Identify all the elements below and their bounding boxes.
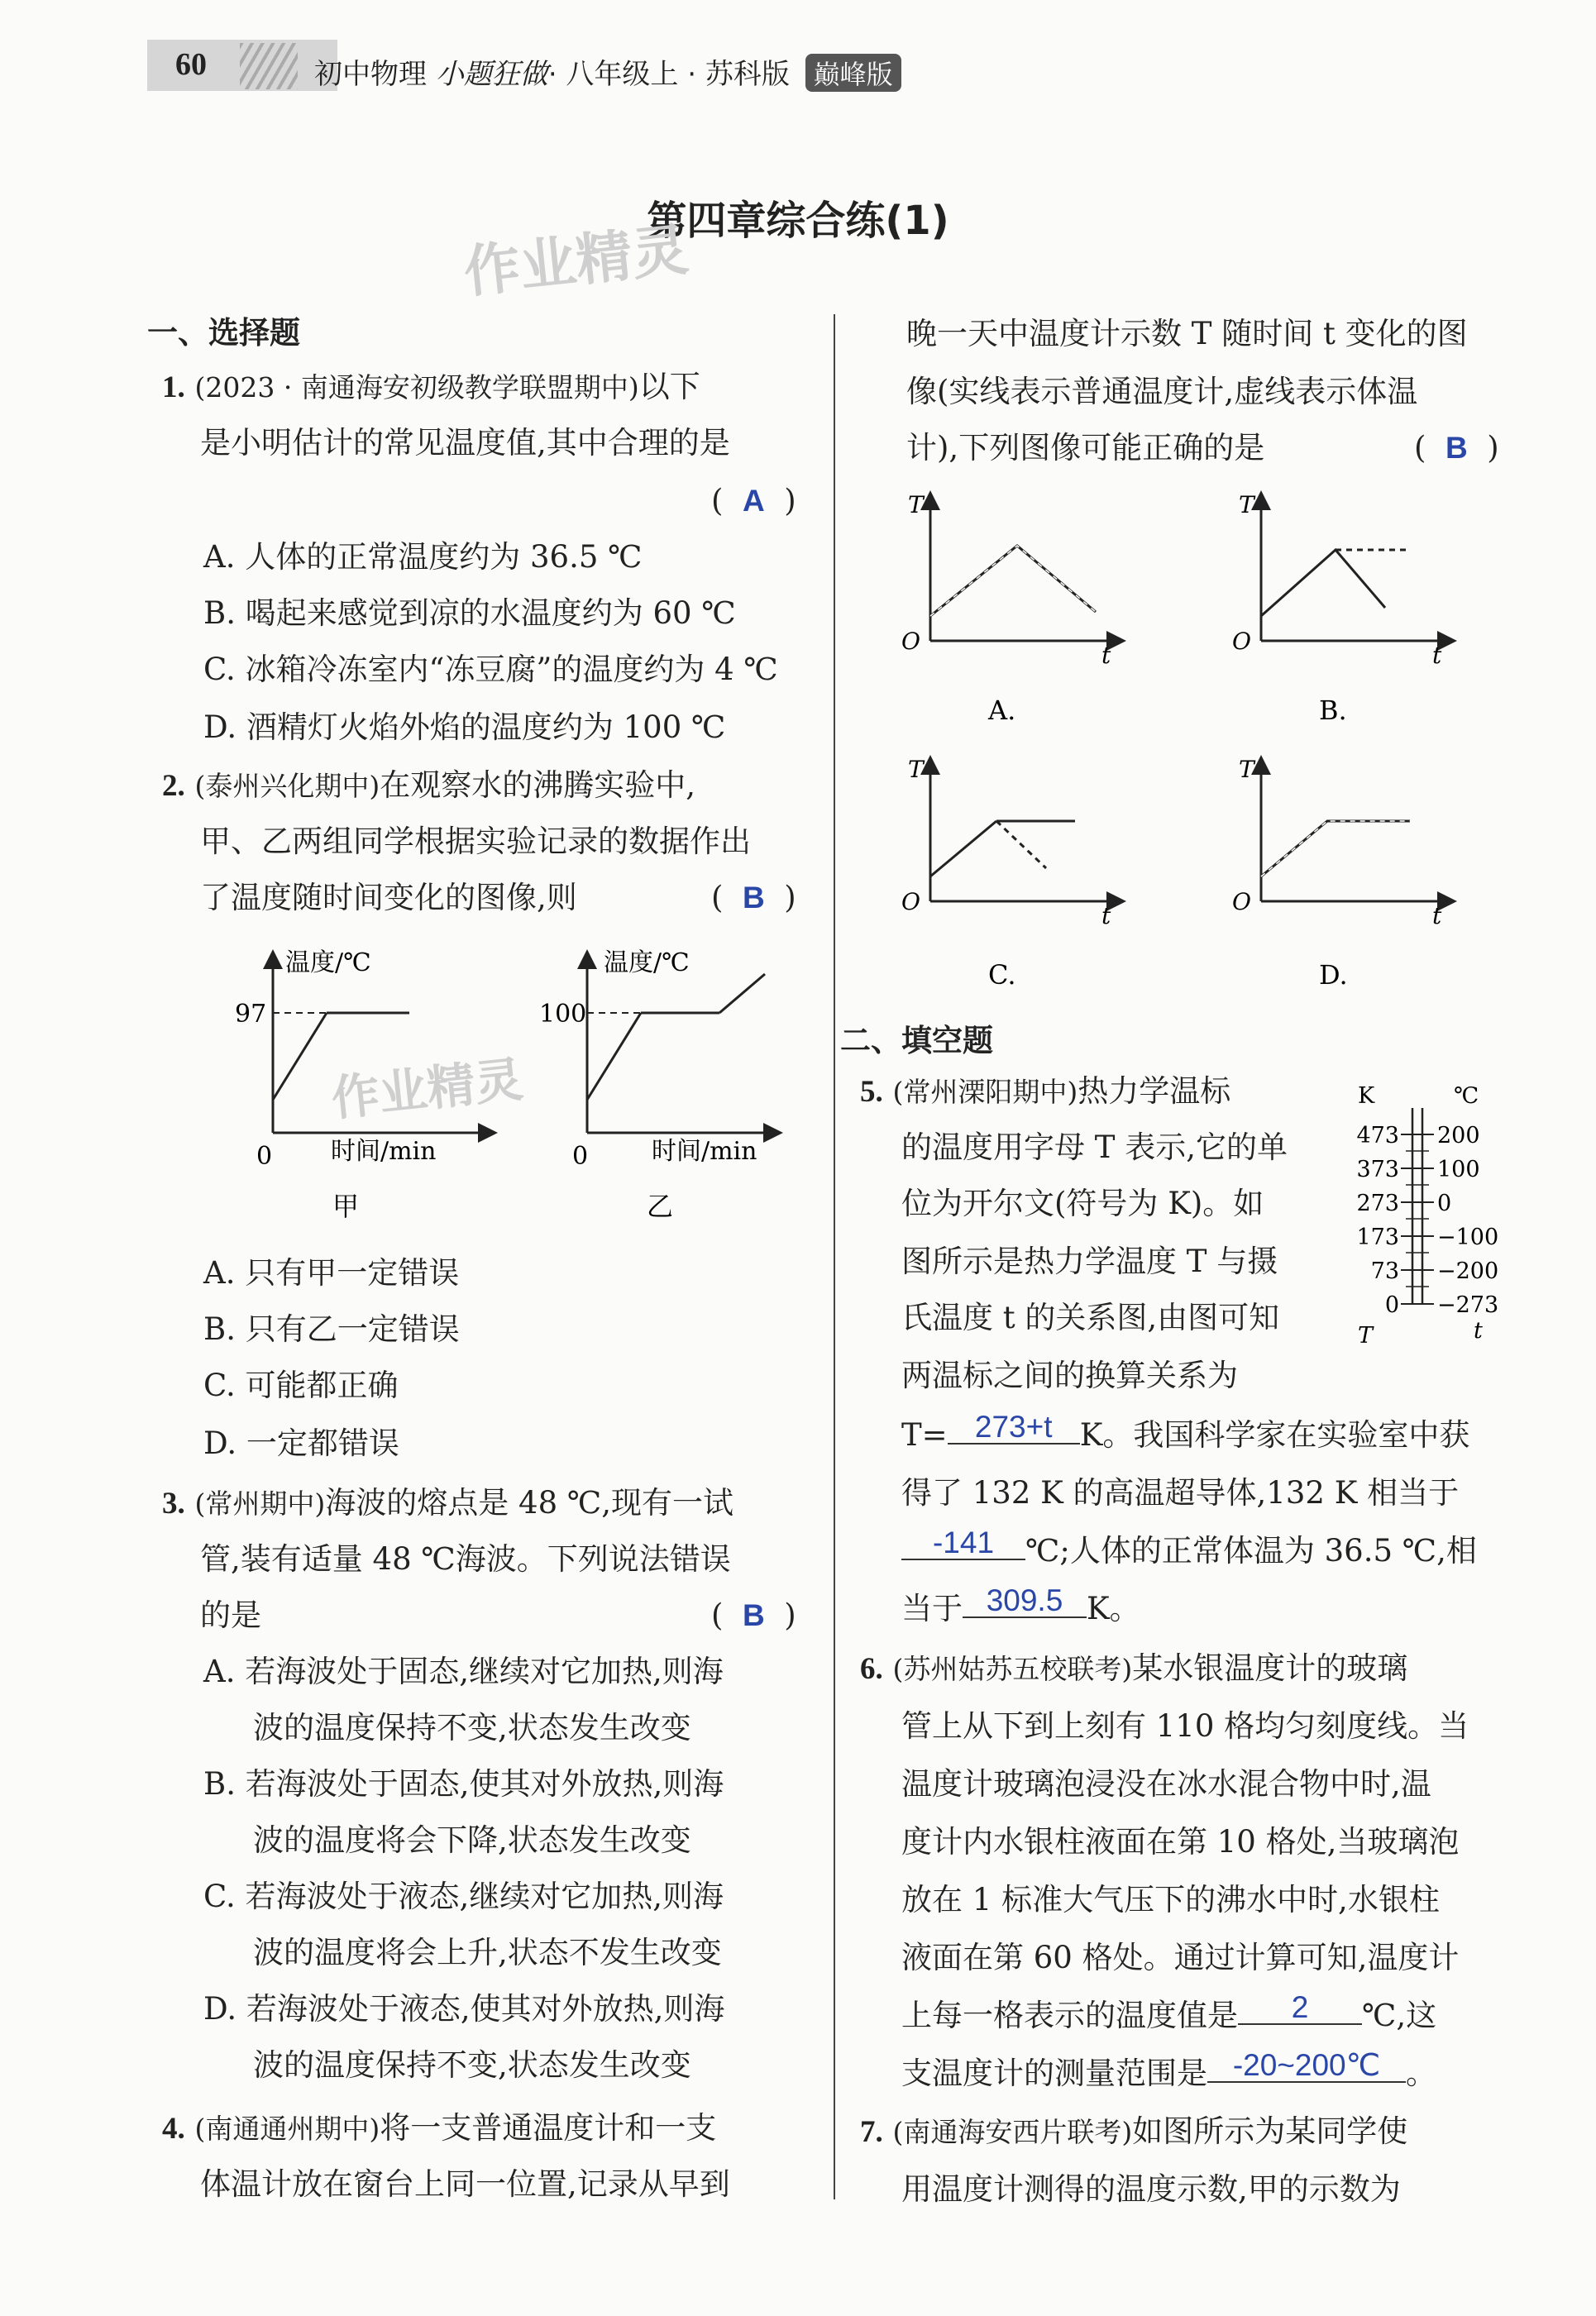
q5-scale-ticks: [1401, 1134, 1434, 1304]
q4-d-origin: O: [1232, 888, 1251, 915]
q5-k-value: 0: [1384, 1292, 1399, 1318]
q5-c-value: 0: [1437, 1191, 1452, 1216]
q3-option-c-1: C. 若海波处于液态,继续对它加热,则海: [203, 1879, 724, 1914]
q7-line1: [860, 2112, 1407, 2152]
q6-number: 6.: [860, 1652, 883, 1686]
q5-line9: [901, 1526, 1477, 1571]
q5-line1: [860, 1072, 1230, 1112]
header-book: 初中物理: [314, 58, 427, 91]
q6-line7-pre: 上每一格表示的温度值是: [901, 1998, 1238, 2033]
q2-answer: ( B ): [711, 880, 796, 915]
q5-line8: 得了 132 K 的高温超导体,132 K 相当于: [901, 1475, 1460, 1511]
q3-line1: [162, 1483, 733, 1524]
q5-source: (常州溧阳期中): [892, 1076, 1078, 1108]
q1-line1: [162, 367, 700, 408]
q5-k-value: 173: [1356, 1225, 1399, 1250]
q1-number: 1.: [162, 370, 185, 404]
q6-line8-post: 。: [1406, 2056, 1436, 2091]
q5-stem-6: 两温标之间的换算关系为: [901, 1358, 1238, 1393]
q6-blank-2: -20~200℃: [1207, 2050, 1406, 2083]
q4-graph-c: [901, 756, 1116, 991]
q1-answer-value: A: [742, 484, 765, 518]
q4-stem-2: 体温计放在窗台上同一位置,记录从早到: [200, 2166, 730, 2202]
q4-a-caption: A.: [988, 695, 1016, 726]
header-stripes: [240, 43, 298, 89]
q1-option-c: C. 冰箱冷冻室内“冻豆腐”的温度约为 4 ℃: [203, 652, 778, 687]
q4-stem-3: 晚一天中温度计示数 T 随时间 t 变化的图: [906, 316, 1468, 351]
q6-stem-2: 管上从下到上刻有 110 格均匀刻度线。当: [901, 1708, 1469, 1744]
q1-option-b: B. 喝起来感觉到凉的水温度约为 60 ℃: [203, 595, 736, 631]
q6-line7: [901, 1990, 1437, 2036]
q4-a-origin: O: [901, 628, 920, 655]
q4-a-ylabel: T: [908, 491, 924, 518]
q5-stem-1: 热力学温标: [1078, 1073, 1231, 1109]
q6-stem-5: 放在 1 标准大气压下的沸水中时,水银柱: [901, 1882, 1440, 1917]
q1-option-d: D. 酒精灯火焰外焰的温度约为 100 ℃: [203, 709, 726, 745]
q6-stem-3: 温度计玻璃泡浸没在冰水混合物中时,温: [901, 1766, 1431, 1802]
column-divider: [834, 314, 835, 2199]
q4-number: 4.: [162, 2112, 185, 2146]
q3-option-b-2: 波的温度将会下降,状态发生改变: [253, 1822, 691, 1858]
q4-b-caption: B.: [1319, 695, 1347, 726]
q4-stem-5: 计),下列图像可能正确的是: [906, 430, 1265, 466]
graph-yi-ylabel: 温度/℃: [604, 948, 690, 977]
q4-source: (南通通州期中): [194, 2113, 380, 2145]
q4-graph-a: [901, 491, 1116, 726]
q3-stem-2: 管,装有适量 48 ℃海波。下列说法错误: [200, 1541, 731, 1577]
q5-line7-pre: T=: [901, 1417, 948, 1453]
q5-line10: [901, 1583, 1140, 1629]
q3-option-d-2: 波的温度保持不变,状态发生改变: [253, 2047, 691, 2083]
q7-source: (南通海安西片联考): [892, 2116, 1133, 2148]
q2-number: 2.: [162, 769, 185, 803]
q3-answer: ( B ): [711, 1597, 796, 1633]
q5-scale-diagram: [1340, 1083, 1538, 1356]
q5-stem-5: 氏温度 t 的关系图,由图可知: [901, 1300, 1280, 1335]
q4-stem-4: 像(实线表示普通温度计,虚线表示体温: [906, 374, 1418, 409]
q5-line10-post: K。: [1087, 1591, 1140, 1626]
q6-stem-6: 液面在第 60 格处。通过计算可知,温度计: [901, 1940, 1460, 1975]
section-fill-heading: 二、填空题: [840, 1023, 993, 1058]
q4-stem-1: 将一支普通温度计和一支: [380, 2110, 717, 2146]
q5-c-value: −200: [1437, 1258, 1499, 1284]
header-series: 小题狂做: [435, 58, 548, 91]
q4-d-caption: D.: [1319, 959, 1348, 991]
q2-answer-value: B: [742, 881, 765, 914]
q5-k-value: 373: [1356, 1157, 1399, 1182]
q3-option-b-1: B. 若海波处于固态,使其对外放热,则海: [203, 1766, 724, 1802]
graph-jia-xlabel: 时间/min: [331, 1137, 437, 1166]
page-number: 60: [175, 47, 207, 82]
q5-c-unit: ℃: [1454, 1083, 1479, 1109]
q3-option-a-1: A. 若海波处于固态,继续对它加热,则海: [203, 1654, 724, 1689]
section-choice-heading: 一、选择题: [147, 315, 300, 351]
q2-option-a: A. 只有甲一定错误: [203, 1255, 460, 1291]
graph-yi: [539, 948, 773, 1222]
q5-stem-2: 的温度用字母 T 表示,它的单: [901, 1129, 1288, 1165]
q3-answer-value: B: [742, 1598, 765, 1632]
q3-stem-3: 的是: [200, 1597, 261, 1633]
q2-stem-1: 在观察水的沸腾实验中,: [380, 767, 696, 803]
q4-c-ylabel: T: [908, 756, 924, 783]
q3-number: 3.: [162, 1487, 185, 1521]
graph-jia: [235, 948, 488, 1222]
graph-yi-level: 100: [539, 1000, 587, 1029]
page-title: 第四章综合练(1): [647, 198, 949, 244]
q5-c-value: 200: [1437, 1123, 1480, 1148]
q5-blank-3: 309.5: [963, 1585, 1087, 1618]
q2-option-d: D. 一定都错误: [203, 1425, 399, 1461]
watermark-2: 作业精灵: [328, 1051, 526, 1127]
q5-number: 5.: [860, 1075, 883, 1109]
q5-blank-1: 273+t: [948, 1411, 1080, 1445]
q3-source: (常州期中): [194, 1487, 326, 1520]
q6-line1: [860, 1649, 1407, 1689]
q2-source: (泰州兴化期中): [194, 770, 380, 802]
q1-answer: ( A ): [711, 483, 796, 518]
q5-k-unit: K: [1358, 1083, 1375, 1109]
q5-blank-2: -141: [901, 1527, 1025, 1560]
q4-answer-value: B: [1445, 431, 1468, 465]
q6-stem-4: 度计内水银柱液面在第 10 格处,当玻璃泡: [901, 1824, 1460, 1860]
q4-line1: [162, 2108, 716, 2149]
q1-stem-2: 是小明估计的常见温度值,其中合理的是: [200, 425, 730, 461]
q3-stem-1: 海波的熔点是 48 ℃,现有一试: [325, 1485, 734, 1521]
q5-c-symbol: t: [1474, 1318, 1483, 1344]
q4-c-xlabel: t: [1101, 902, 1111, 929]
q2-graphs: [223, 943, 786, 1240]
q5-line10-pre: 当于: [901, 1591, 963, 1626]
q4-c-caption: C.: [988, 959, 1016, 991]
q6-line8: [901, 2048, 1436, 2094]
q5-k-value: 273: [1356, 1191, 1399, 1216]
q2-option-c: C. 可能都正确: [203, 1368, 399, 1403]
q1-stem-1: 以下: [638, 369, 700, 404]
q2-line1: [162, 766, 695, 806]
graph-yi-caption: 乙: [647, 1191, 674, 1222]
q6-blank-1: 2: [1238, 1992, 1362, 2025]
q2-option-b: B. 只有乙一定错误: [203, 1311, 460, 1347]
q4-graphs: [885, 488, 1480, 1000]
q6-stem-1: 某水银温度计的玻璃: [1132, 1650, 1408, 1686]
q4-graph-b: [1232, 491, 1447, 726]
q4-c-origin: O: [901, 888, 920, 915]
q6-source: (苏州姑苏五校联考): [892, 1653, 1133, 1685]
q5-stem-4: 图所示是热力学温度 T 与摄: [901, 1244, 1278, 1279]
q4-b-ylabel: T: [1239, 491, 1254, 518]
q5-c-value: −273: [1437, 1292, 1499, 1318]
graph-jia-ylabel: 温度/℃: [285, 948, 371, 977]
graph-yi-xlabel: 时间/min: [652, 1137, 757, 1166]
q5-c-value: 100: [1437, 1157, 1480, 1182]
header-grade: · 八年级上 · 苏科版: [547, 58, 790, 91]
q5-k-symbol: T: [1358, 1323, 1374, 1349]
q6-line7-post: ℃,这: [1362, 1998, 1437, 2033]
running-header: [314, 51, 901, 92]
q5-k-value: 473: [1356, 1123, 1399, 1148]
q5-k-value: 73: [1370, 1258, 1399, 1284]
q5-stem-3: 位为开尔文(符号为 K)。如: [901, 1186, 1264, 1221]
q2-stem-3: 了温度随时间变化的图像,则: [200, 880, 577, 915]
header-edition-badge: 巅峰版: [805, 54, 901, 92]
q4-d-ylabel: T: [1239, 756, 1254, 783]
graph-jia-level: 97: [235, 1000, 267, 1029]
q5-line7-post: K。我国科学家在实验室中获: [1079, 1417, 1470, 1453]
q4-a-xlabel: t: [1101, 642, 1111, 669]
q4-b-xlabel: t: [1432, 642, 1442, 669]
watermark: 作业精灵: [461, 217, 692, 306]
q4-graph-d: [1232, 756, 1447, 991]
q5-c-value: −100: [1437, 1225, 1499, 1250]
q1-source: (2023 · 南通海安初级教学联盟期中): [194, 371, 639, 404]
graph-yi-origin: 0: [572, 1142, 589, 1171]
q7-stem-1: 如图所示为某同学使: [1132, 2113, 1408, 2149]
q7-stem-2: 用温度计测得的温度示数,甲的示数为: [901, 2171, 1401, 2207]
q3-option-a-2: 波的温度保持不变,状态发生改变: [253, 1710, 691, 1745]
q6-line8-pre: 支温度计的测量范围是: [901, 2056, 1207, 2091]
q4-answer: ( B ): [1414, 430, 1499, 466]
q7-number: 7.: [860, 2115, 883, 2149]
q3-option-d-1: D. 若海波处于液态,使其对外放热,则海: [203, 1991, 725, 2027]
q2-stem-2: 甲、乙两组同学根据实验记录的数据作出: [200, 824, 751, 859]
q5-line9-post: ℃;人体的正常体温为 36.5 ℃,相: [1025, 1533, 1477, 1569]
graph-jia-caption: 甲: [332, 1191, 360, 1222]
q1-option-a: A. 人体的正常温度约为 36.5 ℃: [203, 539, 643, 575]
q4-b-origin: O: [1232, 628, 1251, 655]
q5-line7: [901, 1410, 1470, 1455]
graph-jia-origin: 0: [256, 1142, 273, 1171]
q3-option-c-2: 波的温度将会上升,状态不发生改变: [253, 1935, 722, 1970]
q4-d-xlabel: t: [1432, 902, 1442, 929]
